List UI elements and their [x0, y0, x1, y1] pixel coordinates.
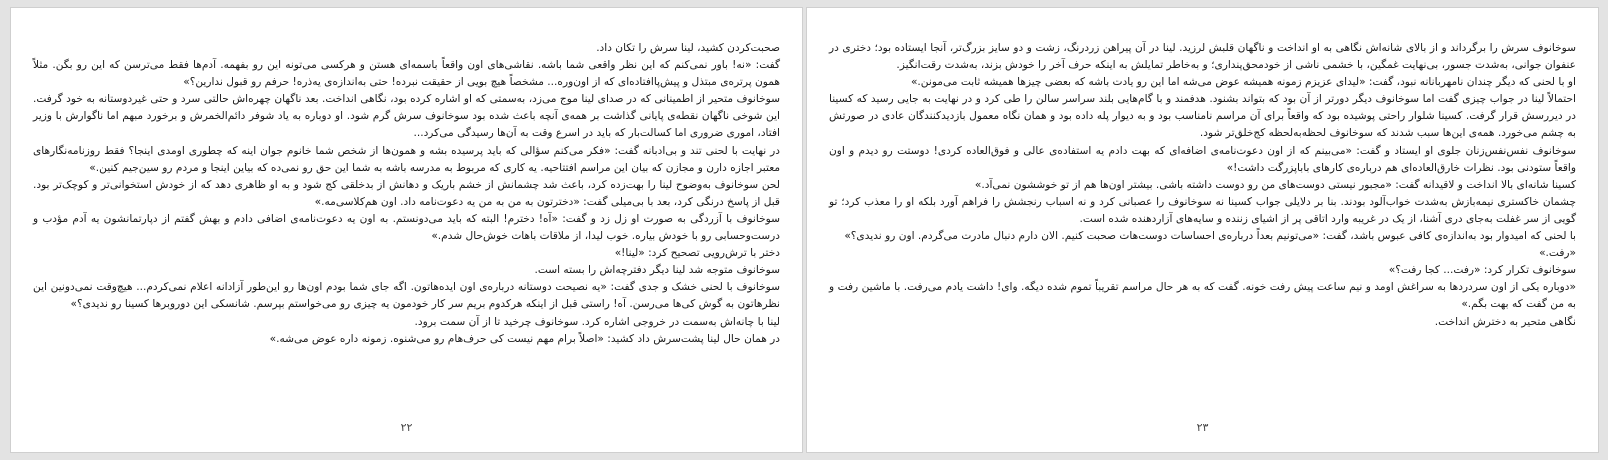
- paragraph: کسینا شانه‌ای بالا انداخت و لاقیدانه گفت: «مجبور نیستی دوست‌های من رو دوست داشته باشی. بیشتر اون‌ها هم از تو خوششون نمی‌آد.»: [974, 178, 1576, 191]
- paragraph: صحبت‌کردن کشید، لینا سرش را تکان داد.: [596, 42, 780, 54]
- page-number: ۲۳: [1196, 421, 1209, 434]
- paragraph: سوخانوف سرش را برگرداند و از بالای شانه‌اش نگاهی به او انداخت و ناگهان قلبش لرزید. لینا در آن پیراهن زردرنگ، زشت و دو سایز بزرگ‌تر، آنجا ایستاده بود؛ دختری در عنفوان جوانی، به‌شدت جسور، بی‌نهایت غمگین، با خشمی ناشی از خودمحق‌پنداری؛ و به‌خاطر تمایلش به اینکه حرف آخر را خودش بزند، به‌شدت رقت‌انگیز.: [829, 42, 1576, 72]
- paragraph: «رفت.»: [1539, 247, 1576, 260]
- paragraph: دختر با ترش‌رویی تصحیح کرد: «لینا!»: [614, 247, 780, 260]
- paragraph: احتمالاً لینا در جواب چیزی گفت اما سوخانوف دیگر دورتر از آن بود که بتواند بشنود. هدفمند و با گام‌هایی بلند سراسر سالن را طی کرد و در نهایت به جایی رسید که کسینا در دیررسش قرار گرفت. کسینا شلوار راحتی پوشیده بود که واقعاً برای آن مراسم نامناسب بود و به دیوار پله داده بود و همان نگاه معمول بازدیدکنندگان عادی در صورتش به چشم می‌خورد. همه‌ی این‌ها سبب شدند که سوخانوف لحظه‌به‌لحظه کج‌خلق‌تر شود.: [829, 93, 1576, 140]
- paragraph: در همان حال لینا پشت‌سرش داد کشید: «اصلاً برام مهم نیست کی حرف‌هام رو می‌شنوه. زمونه داره عوض می‌شه.»: [269, 332, 780, 345]
- paragraph: لحن سوخانوف به‌وضوح لینا را بهت‌زده کرد، باعث شد چشمانش از خشم باریک و دهانش از بدخلقی کج شود و به او ظاهری دهد که از خودش استخوانی‌تر و کوچک‌تر بود. قبل از پاسخ درنگی کرد، بعد با بی‌میلی گفت: «دخترتون به من به من یه دعوت‌نامه داد. اون هم‌کلاسی‌مه.»: [33, 178, 780, 208]
- paragraph: سوخانوف تکرار کرد: «رفت... کجا رفت؟»: [1388, 264, 1576, 277]
- paragraph: سوخانوف نفس‌نفس‌زنان جلوی او ایستاد و گفت: «می‌بینم که از اون دعوت‌نامه‌ی اضافه‌ای که بهت دادم یه استفاده‌ی عالی و فوق‌العاده کردی! دوستت رو دیدم و اون واقعاً ستودنی بود. نظرات خارق‌العاده‌ای هم درباره‌ی کارهای باباپزرگت داشت!»: [829, 144, 1576, 174]
- paragraph: در نهایت با لحنی تند و بی‌ادبانه گفت: «فکر می‌کنم سؤالی که باید پرسیده بشه و همون‌ها از شخص شما خانوم جوان اینه که چطوری اومدی اینجا؟ فقط روزنامه‌نگارهای معتبر اجازه دارن و مجازن که بیان این مراسم افتتاحیه. یه کاری که مربوط به مدرسه باشه به شما این حق رو نمی‌ده که بیاین اینجا و مردم رو سین‌جیم کنین.»: [33, 144, 780, 174]
- paragraph: لینا با چانه‌اش به‌سمت در خروجی اشاره کرد. سوخانوف چرخید تا از آن سمت برود.: [414, 315, 780, 328]
- paragraph: با لحنی که امیدوار بود به‌اندازه‌ی کافی عبوس باشد، گفت: «می‌تونیم بعداً درباره‌ی احساسات دوست‌هات صحبت کنیم. الان دارم دنبال مادرت می‌گردم. اون رو ندیدی؟»: [844, 230, 1576, 243]
- paragraph: سوخانوف متوجه شد لینا دیگر دفترچه‌اش را بسته است.: [534, 264, 780, 277]
- paragraph: او با لحنی که دیگر چندان نامهربانانه نبود، گفت: «لیدای عزیزم زمونه همیشه عوض می‌شه اما این رو یادت باشه که بعضی چیزها همیشه ثابت می‌مونن.»: [910, 76, 1576, 89]
- paragraph: سوخانوف متحیر از اطمینانی که در صدای لینا موج می‌زد، به‌سمتی که او اشاره کرده بود، نگاهی انداخت. بعد ناگهان چهره‌اش حالتی سرد و حتی غیردوستانه به خود گرفت. این شوخی ناگهان نقطه‌ی پایانی گذاشت بر همه‌ی آنچه باعث شده بود سوخانوف سرش گرم شود. او دوباره به یاد شوفر دائم‌الخمرش و برخورد مبهم اما ناگوارش با وزیر افتاد، اموری ضروری اما کسالت‌بار که باید در اسرع وقت به آن‌ها رسیدگی می‌کرد...: [33, 93, 780, 140]
- right-page-text: [829, 40, 1576, 331]
- paragraph: گفت: «نه! باور نمی‌کنم که این نظر واقعی شما باشه. نقاشی‌های اون واقعاً باسمه‌ای هستن و هرکسی می‌تونه این رو بفهمه. آدم‌ها فقط می‌ترسن که این رو بگن. مثلاً همون پرتره‌ی مبتذل و پیش‌پاافتاده‌ای که از اون‌وره... مشخصاً هیچ بویی از حقیقت نبرده! حتی به‌اندازه‌ی یه‌ذره! حرفم رو قبول ندارین؟»: [33, 59, 780, 89]
- paragraph: نگاهی متحیر به دخترش انداخت.: [1434, 315, 1576, 328]
- paragraph: «دوباره یکی از اون سردردها به سراغش اومد و نیم ساعت پیش رفت خونه. گفت که به هر حال مراسم تقریباً تموم شده دیگه. وای! داشت یادم می‌رفت. با ماشین رفت و به من گفت که بهت بگم.»: [829, 281, 1576, 311]
- right-page: [806, 7, 1599, 453]
- paragraph: سوخانوف با آزردگی به صورت او زل زد و گفت: «آه! دخترم! البته که باید می‌دونستم. به اون یه دعوت‌نامه‌ی اضافی دادم و بهش گفتم از دپارتمانشون یه آدم مؤدب و درست‌وحسابی رو با خودش بیاره. خوب لیدا، از ملاقات باهات خوش‌حال شدم.»: [33, 212, 780, 243]
- paragraph: چشمان خاکستری نیمه‌بازش به‌شدت خواب‌آلود بودند. بنا بر دلایلی جواب کسینا نه سوخانوف را عصبانی کرد و نه اسباب رنجشش را فراهم آورد بلکه او را معذب کرد؛ تو گویی از سر غفلت به‌جای دری آشنا، از یک در غریبه وارد اتاقی پر از اشیای زننده و سایه‌های آزاردهنده شده است.: [829, 195, 1576, 225]
- paragraph: سوخانوف با لحنی خشک و جدی گفت: «یه نصیحت دوستانه درباره‌ی اون ایده‌هاتون. اگه جای شما بودم اون‌ها رو این‌طور آزادانه اعلام نمی‌کردم... هیچ‌وقت نمی‌دونین این نظرهاتون به گوش کی‌ها می‌رسن. آه! راستی قبل از اینکه هرکدوم بریم سر کار خودمون یه چیزی رو می‌خواستم بپرسم. شانسکی این دوروبرها کسینا رو ندیدی؟»: [33, 281, 780, 311]
- left-page: [10, 7, 803, 453]
- left-page-text: [33, 40, 780, 348]
- page-number: ۲۲: [400, 421, 413, 434]
